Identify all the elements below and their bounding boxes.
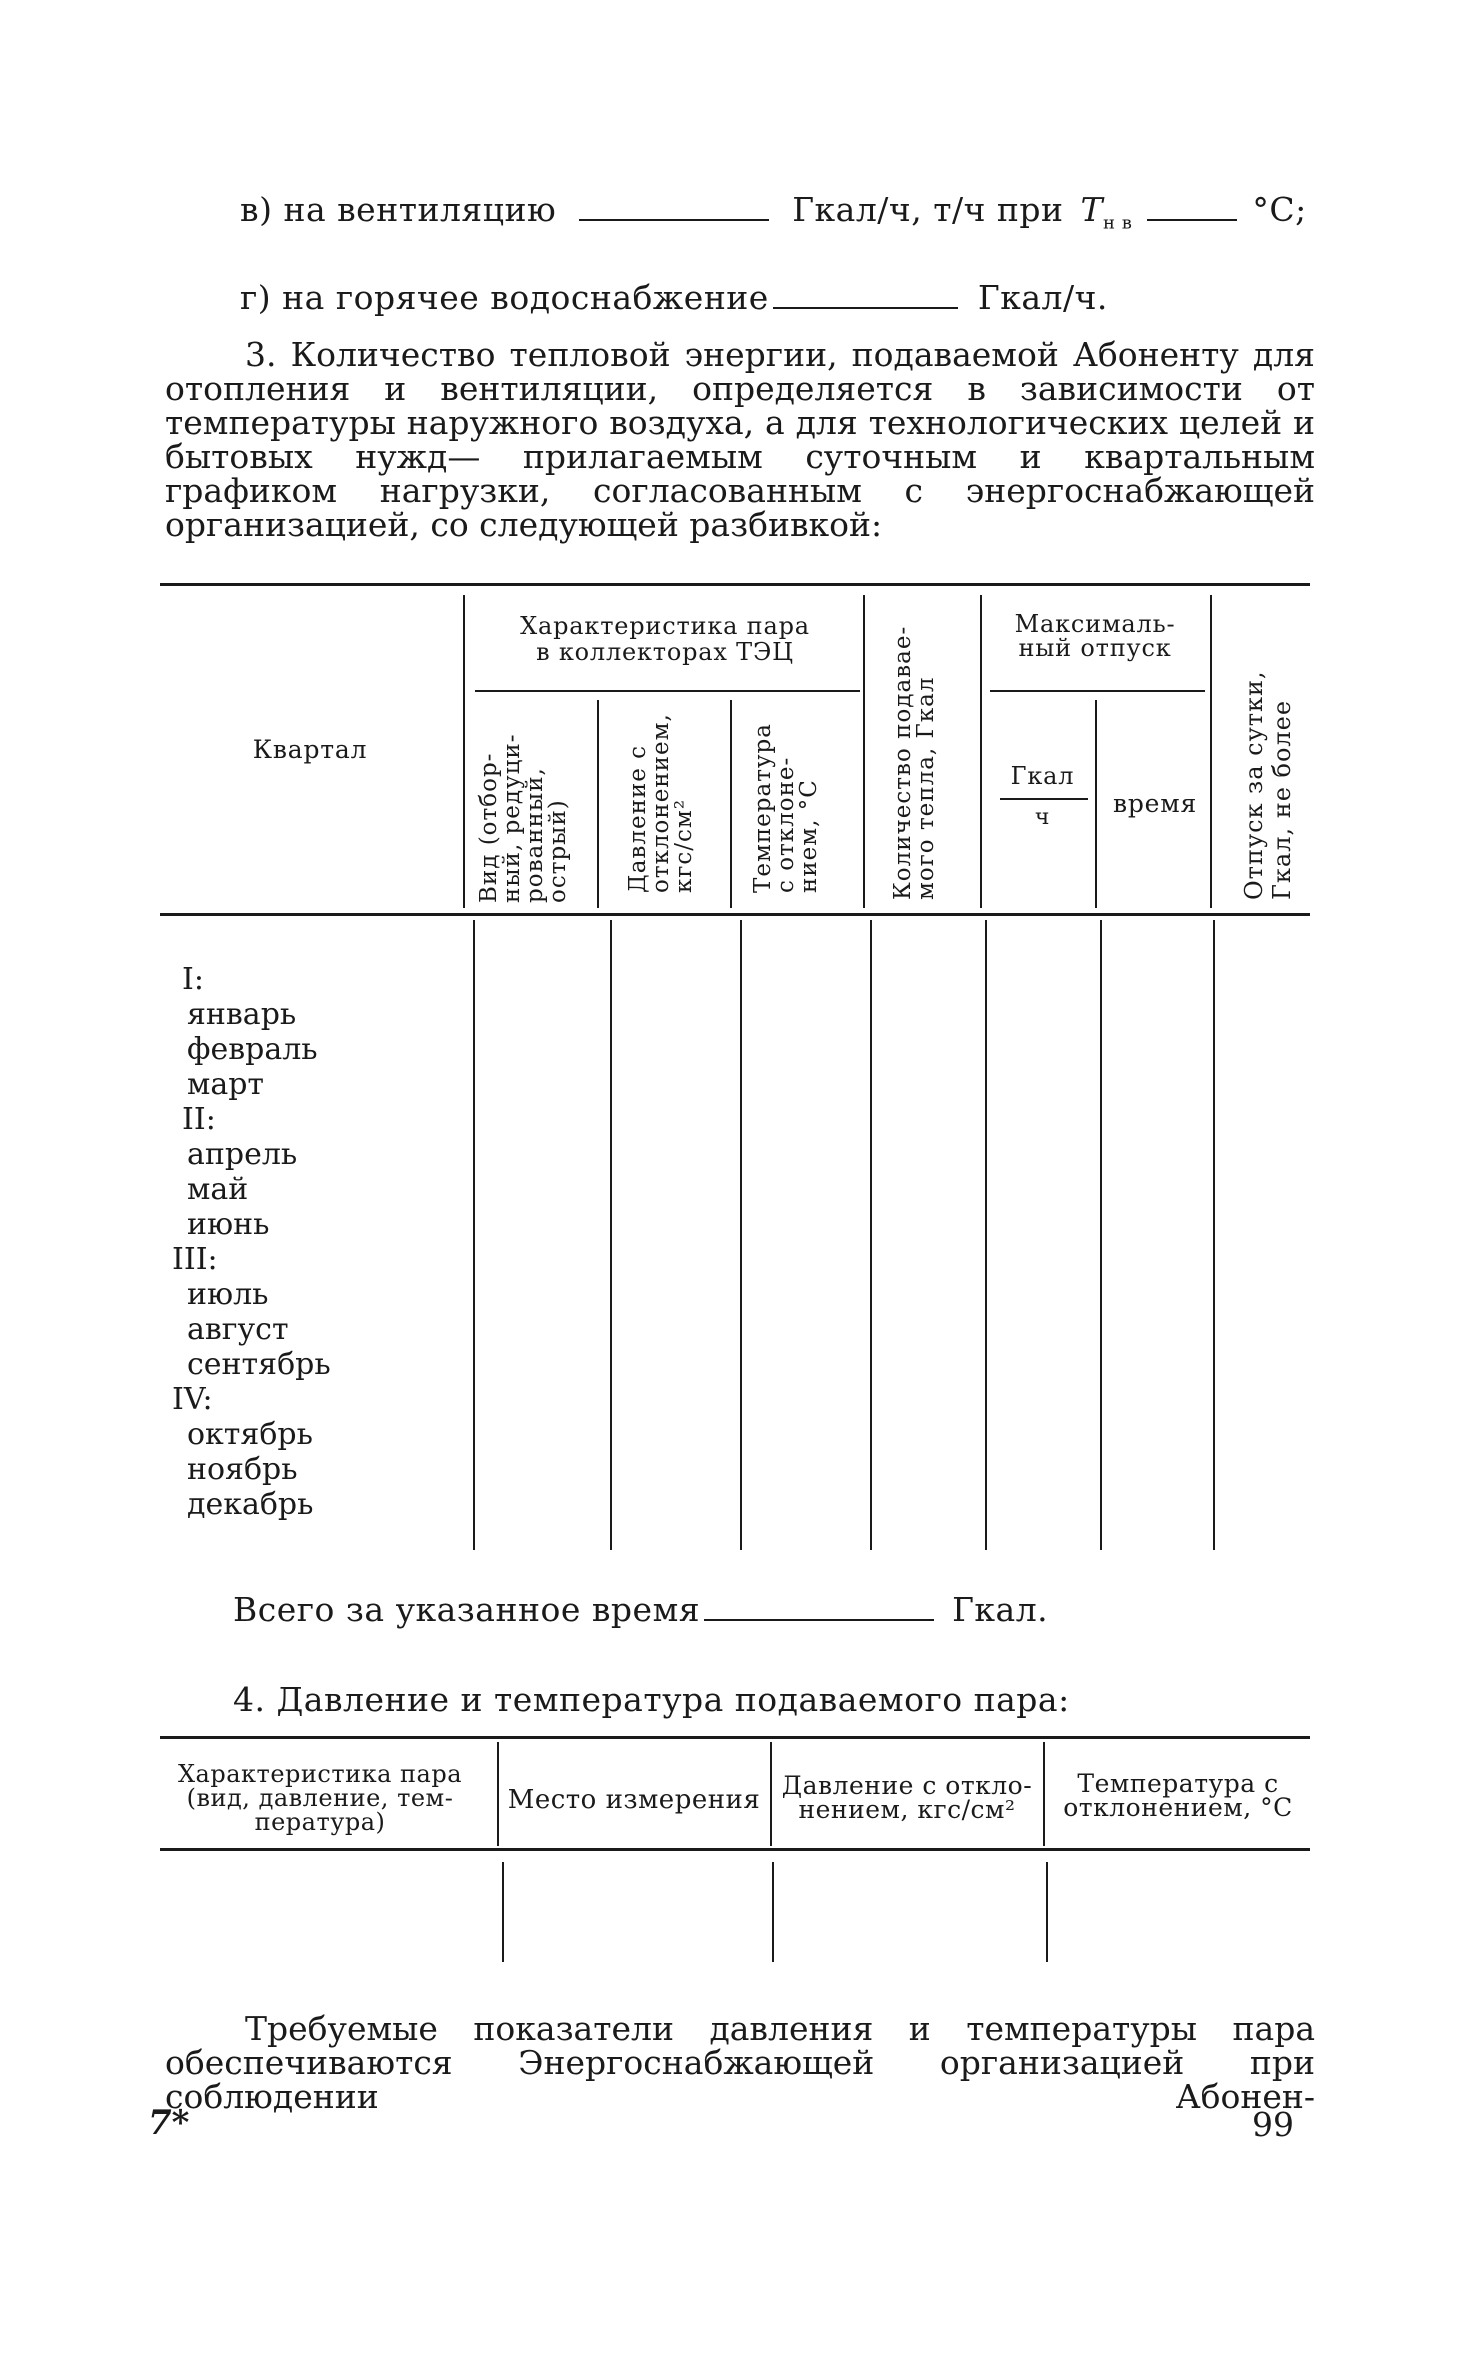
blank-total-value — [704, 1613, 934, 1621]
month: апрель — [187, 1137, 298, 1172]
t1-hdr-div — [1210, 595, 1212, 908]
t2-header-steam-char-line: Характеристика пара — [177, 1760, 463, 1788]
paragraph-3 — [165, 335, 1315, 544]
month: январь — [187, 997, 297, 1032]
table2-top-rule — [160, 1736, 1310, 1739]
header-pressure — [627, 693, 696, 893]
month: март — [187, 1067, 265, 1102]
header-steam-type-line: острый) — [545, 799, 571, 903]
line-hot-water — [240, 278, 1108, 317]
t2-body-div — [502, 1862, 504, 1962]
header-steam-type-line: ный, редуци- — [499, 733, 525, 903]
table1-header-rule — [160, 913, 1310, 916]
t2-header-steam-char-line: (вид, давление, тем- — [186, 1784, 454, 1812]
header-temperature-line: нием, °С — [796, 779, 822, 893]
header-max-group-line: Максималь- — [1014, 610, 1176, 638]
t1-body-div — [473, 920, 475, 1550]
header-heat-quantity-line: мого тепла, Гкал — [913, 676, 939, 900]
t2-header-place: Место измерения — [507, 1785, 761, 1815]
t1-body-div — [740, 920, 742, 1550]
line-ventilation-label: в) на вентиляцию — [240, 190, 557, 229]
blank-ventilation-temp — [1147, 213, 1237, 221]
blank-ventilation-value — [579, 213, 769, 221]
header-temperature — [752, 693, 821, 893]
line-hot-water-label: г) на горячее водоснабжение — [240, 278, 769, 317]
temp-symbol: T — [1080, 190, 1104, 229]
header-temperature-line: Температура — [750, 723, 776, 893]
table1-top-rule — [160, 583, 1310, 586]
t1-body-div — [610, 920, 612, 1550]
total-label: Всего за указанное время — [233, 1590, 701, 1629]
quarter-list — [170, 962, 331, 1522]
header-max-group — [985, 612, 1205, 660]
final-paragraph-text: Требуемые показатели давления и температуры пара обеспечиваются Энергоснабжающей организацией при соблюдении Абонен- — [165, 2009, 1315, 2116]
paragraph-3-text: 3. Количество тепловой энергии, подаваемой Абоненту для отопления и вентиляции, определяется в зависимости от температуры наружного воздуха, а для технологических целей и бытовых нужд— прилагаемым суточным и квартальным графиком нагрузки, согласованным с энергоснабжающей организацией, со следующей разбивкой: — [165, 335, 1315, 544]
heading-4: 4. Давление и температура подаваемого пара: — [233, 1680, 1070, 1719]
t2-header-pressure-line: Давление с откло- — [781, 1771, 1033, 1800]
header-steam-type-line: Вид (отбор- — [476, 752, 502, 903]
quarter-label: IV: — [172, 1382, 213, 1417]
line-ventilation — [240, 190, 1307, 234]
month: август — [187, 1312, 289, 1347]
header-steam-group-text: Характеристика пара в коллекторах ТЭЦ — [520, 612, 810, 666]
t1-body-div — [1100, 920, 1102, 1550]
month: июнь — [187, 1207, 270, 1242]
line-hot-water-unit: Гкал/ч. — [977, 278, 1108, 317]
page-number: 99 — [1252, 2105, 1294, 2144]
header-steam-type-line: рованный, — [522, 767, 548, 903]
t2-header-pressure-line: нением, кгс/см² — [798, 1795, 1016, 1824]
t1-body-div — [870, 920, 872, 1550]
month: май — [187, 1172, 249, 1207]
header-steam-type — [478, 703, 570, 903]
header-daily-release-line: Гкал, не более — [1268, 699, 1296, 900]
month: сентябрь — [187, 1347, 331, 1382]
header-heat-quantity-line: Количество подавае- — [890, 625, 916, 900]
quarter-label: I: — [182, 962, 204, 997]
header-gcal-h-top: Гкал — [1010, 762, 1075, 790]
final-paragraph — [165, 2009, 1315, 2116]
line-ventilation-unit: Гкал/ч, т/ч при — [792, 190, 1064, 229]
total-line — [233, 1590, 1048, 1629]
t1-body-div — [1213, 920, 1215, 1550]
blank-hot-water-value — [773, 301, 958, 309]
t1-body-div — [985, 920, 987, 1550]
t1-hdr-div — [863, 595, 865, 908]
line-ventilation-unit2: °C; — [1252, 190, 1307, 229]
t1-hdr-div — [463, 595, 465, 908]
t2-header-temperature — [1046, 1769, 1310, 1822]
header-quarter: Квартал — [252, 735, 368, 764]
t2-header-pressure — [772, 1771, 1042, 1824]
t1-hdr-div — [980, 595, 982, 908]
total-unit: Гкал. — [952, 1590, 1049, 1629]
month: декабрь — [187, 1487, 314, 1522]
header-daily-release — [1240, 600, 1296, 900]
t2-body-div — [1046, 1862, 1048, 1962]
t2-header-temperature-line: отклонением, °С — [1063, 1793, 1293, 1822]
t2-hdr-div — [1043, 1742, 1045, 1846]
t1-hdr-sub — [1000, 798, 1088, 800]
temp-subscript: н в — [1103, 212, 1133, 234]
month: февраль — [187, 1032, 318, 1067]
t1-hdr-div — [730, 700, 732, 908]
header-pressure-line: Давление с — [625, 744, 651, 893]
header-pressure-line: отклонением, — [648, 713, 674, 893]
month: июль — [187, 1277, 269, 1312]
header-max-group-line: ный отпуск — [1018, 634, 1172, 662]
month: октябрь — [187, 1417, 313, 1452]
header-gcal-h — [990, 764, 1095, 788]
t2-header-steam-char — [140, 1762, 500, 1834]
t1-hdr-sub — [990, 690, 1205, 692]
header-heat-quantity — [892, 600, 938, 900]
t1-hdr-div — [1095, 700, 1097, 908]
t1-hdr-sub — [475, 690, 860, 692]
t2-header-steam-char-line: пература) — [254, 1808, 386, 1836]
header-pressure-line: кгс/см² — [671, 798, 697, 893]
t1-hdr-div — [597, 700, 599, 908]
header-temperature-line: с отклоне- — [773, 756, 799, 893]
header-steam-group — [470, 613, 860, 665]
header-daily-release-line: Отпуск за сутки, — [1240, 670, 1268, 900]
table2-header-rule — [160, 1848, 1310, 1851]
t2-body-div — [772, 1862, 774, 1962]
quarter-label: II: — [182, 1102, 216, 1137]
t2-header-temperature-line: Температура с — [1077, 1769, 1279, 1798]
header-gcal-h-bottom: ч — [1034, 805, 1051, 830]
quarter-label: III: — [172, 1242, 218, 1277]
month: ноябрь — [187, 1452, 298, 1487]
header-time: время — [1112, 789, 1198, 818]
signature-mark: 7* — [148, 2103, 190, 2143]
